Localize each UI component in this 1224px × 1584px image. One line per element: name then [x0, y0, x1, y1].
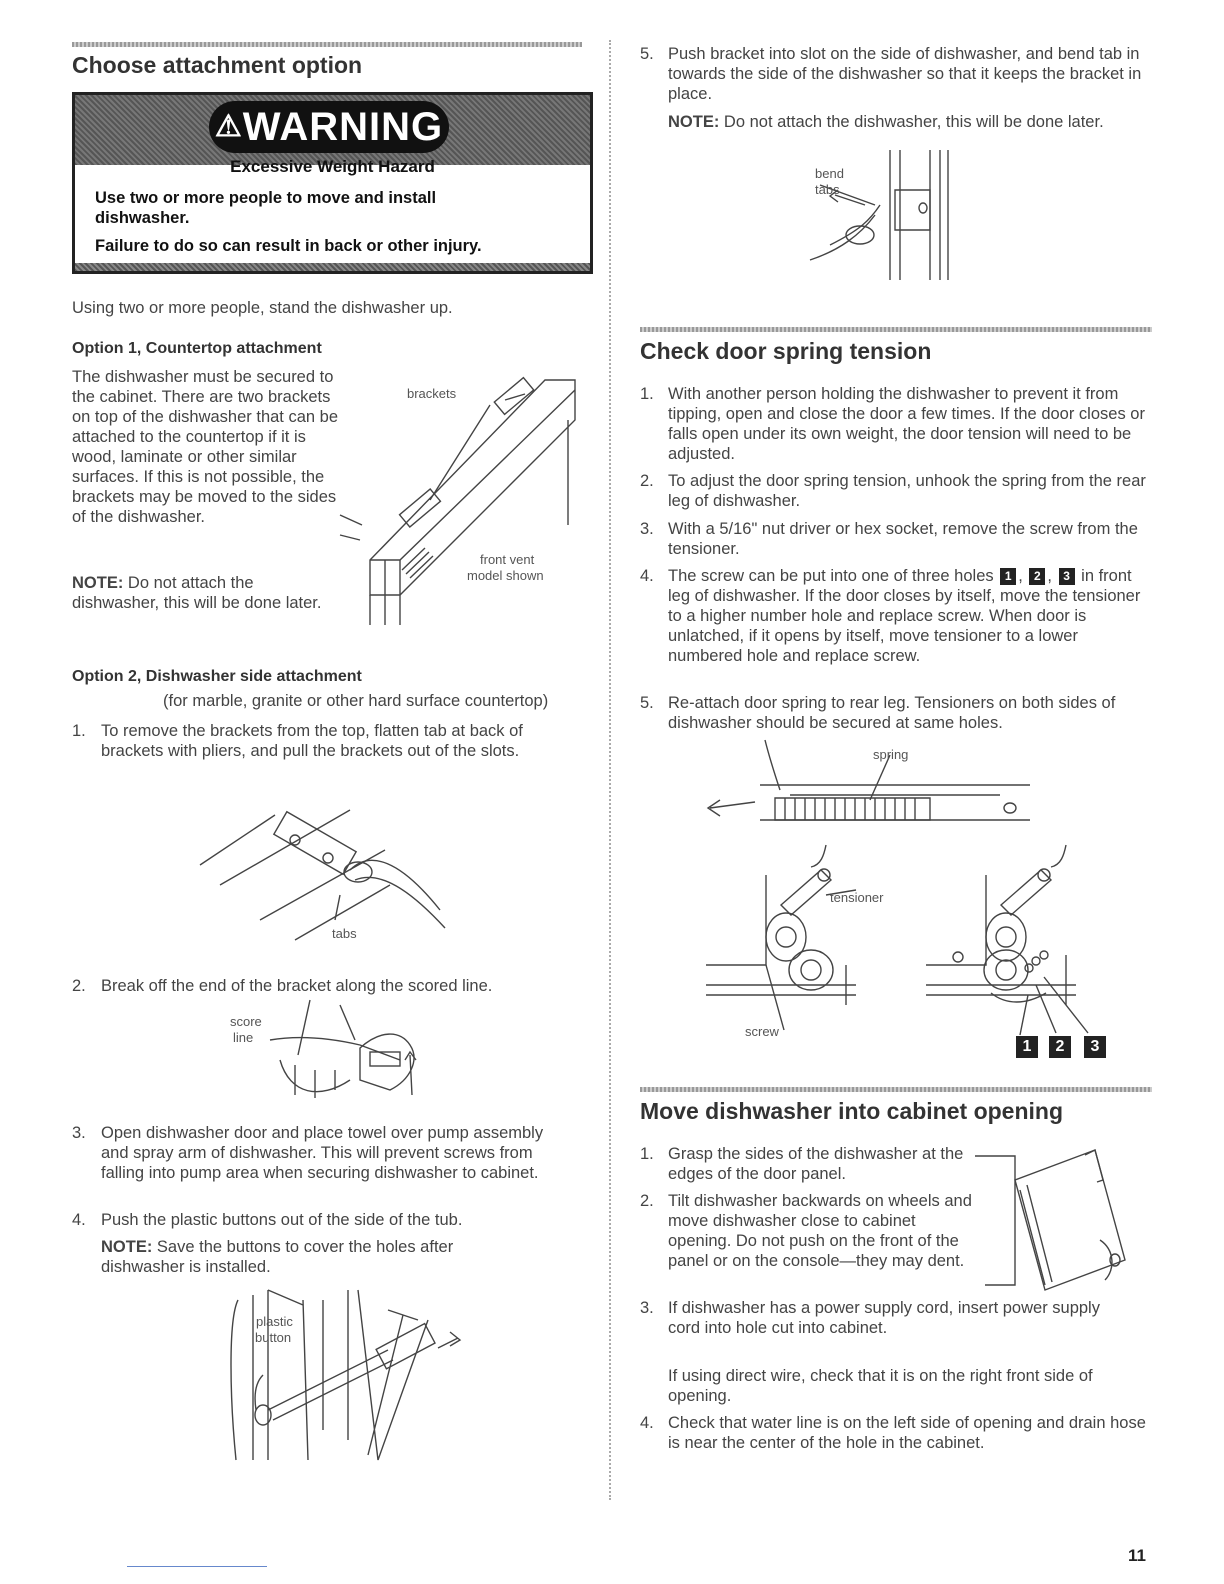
option2-step4-num: 4. [72, 1211, 86, 1229]
spring-step4-text: The screw can be put into one of three holes 1 , 2 , 3 in front leg of dishwasher. If the door closes by itself, move the tensioner to a higher number hole and replace screw. When door is unlatched, if it opens by itself, move tensioner to a lower numbered hole and replace screw. [668, 567, 1141, 665]
warning-line-1: Use two or more people to move and install dishwasher. [95, 189, 437, 227]
section-title-attachment: Choose attachment option [72, 52, 363, 78]
move-step3-text: If dishwasher has a power supply cord, insert power supply cord into hole cut into cabinet. [668, 1299, 1100, 1337]
footer-line [127, 1566, 267, 1567]
option2-step2-text: Break off the end of the bracket along the scored line. [101, 977, 493, 995]
intro-text: Using two or more people, stand the dishwasher up. [72, 299, 453, 317]
spring-step2-text: To adjust the door spring tension, unhook the spring from the rear leg of dishwasher. [668, 472, 1146, 510]
move-step2-text: Tilt dishwasher backwards on wheels and move dishwasher close to cabinet opening. Do not push on the front of the panel or on the console—they may dent. [668, 1192, 972, 1270]
label-model-shown: model shown [467, 568, 544, 583]
option1-body: The dishwasher must be secured to the cabinet. There are two brackets on top of the dishwasher that can be attached to the countertop if it is wood, laminate or other similar surfaces. If this is not possible, the brackets may be moved to the sides of the dishwasher. [72, 368, 339, 526]
option2-subtitle: (for marble, granite or other hard surface countertop) [163, 692, 549, 710]
option1-note: NOTE: Do not attach the dishwasher, this will be done later. [72, 574, 322, 612]
hole-marker-3: 3 [1084, 1036, 1106, 1058]
move-dishwasher-figure [975, 1150, 1145, 1295]
spring-step3-num: 3. [640, 520, 654, 538]
page-number: 11 [1128, 1546, 1146, 1565]
warning-triangle-icon: ⚠ [214, 110, 243, 143]
score-line-figure [260, 1000, 440, 1110]
move-step4-num: 4. [640, 1414, 654, 1432]
warning-box [72, 92, 593, 274]
column-divider [609, 40, 611, 1500]
hole-marker-1: 1 [1016, 1036, 1038, 1058]
spring-step5-text: Re-attach door spring to rear leg. Tensioners on both sides of dishwasher should be secured at same holes. [668, 694, 1116, 732]
label-screw: screw [745, 1024, 779, 1039]
section-rule [72, 42, 582, 47]
label-button: button [255, 1330, 292, 1345]
spring-step1-text: With another person holding the dishwasher to prevent it from tipping, open and close the door a few times. If the door closes or falls open under its own weight, the door tension will need to be adjusted. [668, 385, 1145, 463]
bracket-step5-text: Push bracket into slot on the side of dishwasher, and bend tab in towards the side of the dishwasher so that it keeps the bracket in place. [668, 45, 1142, 103]
option1-title: Option 1, Countertop attachment [72, 340, 322, 357]
label-tensioner: tensioner [830, 890, 884, 905]
spring-step4-num: 4. [640, 567, 654, 585]
move-step4-text: Check that water line is on the left side of opening and drain hose is near the center of the hole in the cabinet. [668, 1414, 1146, 1452]
label-bend-tabs: tabs [815, 182, 840, 197]
move-step2-num: 2. [640, 1192, 654, 1210]
option2-step2-num: 2. [72, 977, 86, 995]
hole-marker-2: 2 [1049, 1036, 1071, 1058]
warning-bottom-bar [75, 263, 590, 271]
spring-step3-text: With a 5/16" nut driver or hex socket, remove the screw from the tensioner. [668, 520, 1138, 558]
section-rule [640, 327, 1152, 332]
label-front-vent: front vent [480, 552, 535, 567]
option2-step3-num: 3. [72, 1124, 86, 1142]
move-step1-num: 1. [640, 1145, 654, 1163]
brackets-figure [340, 360, 580, 625]
label-spring: spring [873, 747, 909, 762]
move-step3-direct-wire: If using direct wire, check that it is on the right front side of opening. [668, 1367, 1093, 1405]
option2-step1-text: To remove the brackets from the top, flatten tab at back of brackets with pliers, and pull the brackets out of the slots. [101, 722, 523, 760]
label-line: line [233, 1030, 254, 1045]
warning-pill: ⚠WARNING [209, 101, 449, 153]
option2-step1-num: 1. [72, 722, 86, 740]
spring-step2-num: 2. [640, 472, 654, 490]
move-step1-text: Grasp the sides of the dishwasher at the edges of the door panel. [668, 1145, 964, 1183]
tensioner-figure [706, 845, 1106, 1035]
move-step3-num: 3. [640, 1299, 654, 1317]
option2-step3-text: Open dishwasher door and place towel over pump assembly and spray arm of dishwasher. This will prevent screws from falling into pump area when securing dishwasher to cabinet. [101, 1124, 544, 1182]
spring-step1-num: 1. [640, 385, 654, 403]
bracket-step5-num: 5. [640, 45, 654, 63]
pliers-bracket-figure [200, 810, 460, 940]
section-rule [640, 1087, 1152, 1092]
label-bend: bend [815, 166, 844, 181]
hole-badge-3: 3 [1059, 568, 1075, 585]
option2-step4-text: Push the plastic buttons out of the side of the tub. [101, 1211, 463, 1229]
plastic-button-figure [228, 1280, 478, 1460]
option2-title: Option 2, Dishwasher side attachment [72, 668, 362, 685]
warning-banner [75, 95, 590, 165]
label-tabs: tabs [332, 926, 357, 941]
label-score: score [230, 1014, 262, 1029]
hole-badge-2: 2 [1029, 568, 1045, 585]
spring-step5-num: 5. [640, 694, 654, 712]
hole-badge-1: 1 [1000, 568, 1016, 585]
warning-line-2: Failure to do so can result in back or other injury. [95, 237, 482, 255]
label-brackets: brackets [407, 386, 457, 401]
bracket-step5-note: NOTE: Do not attach the dishwasher, this will be done later. [668, 113, 1104, 131]
section-title-move: Move dishwasher into cabinet opening [640, 1098, 1063, 1124]
option2-step4-note: NOTE: Save the buttons to cover the holes after dishwasher is installed. [101, 1238, 454, 1276]
warning-hazard-title: Excessive Weight Hazard [230, 157, 435, 176]
label-plastic: plastic [256, 1314, 293, 1329]
section-title-spring: Check door spring tension [640, 338, 932, 364]
